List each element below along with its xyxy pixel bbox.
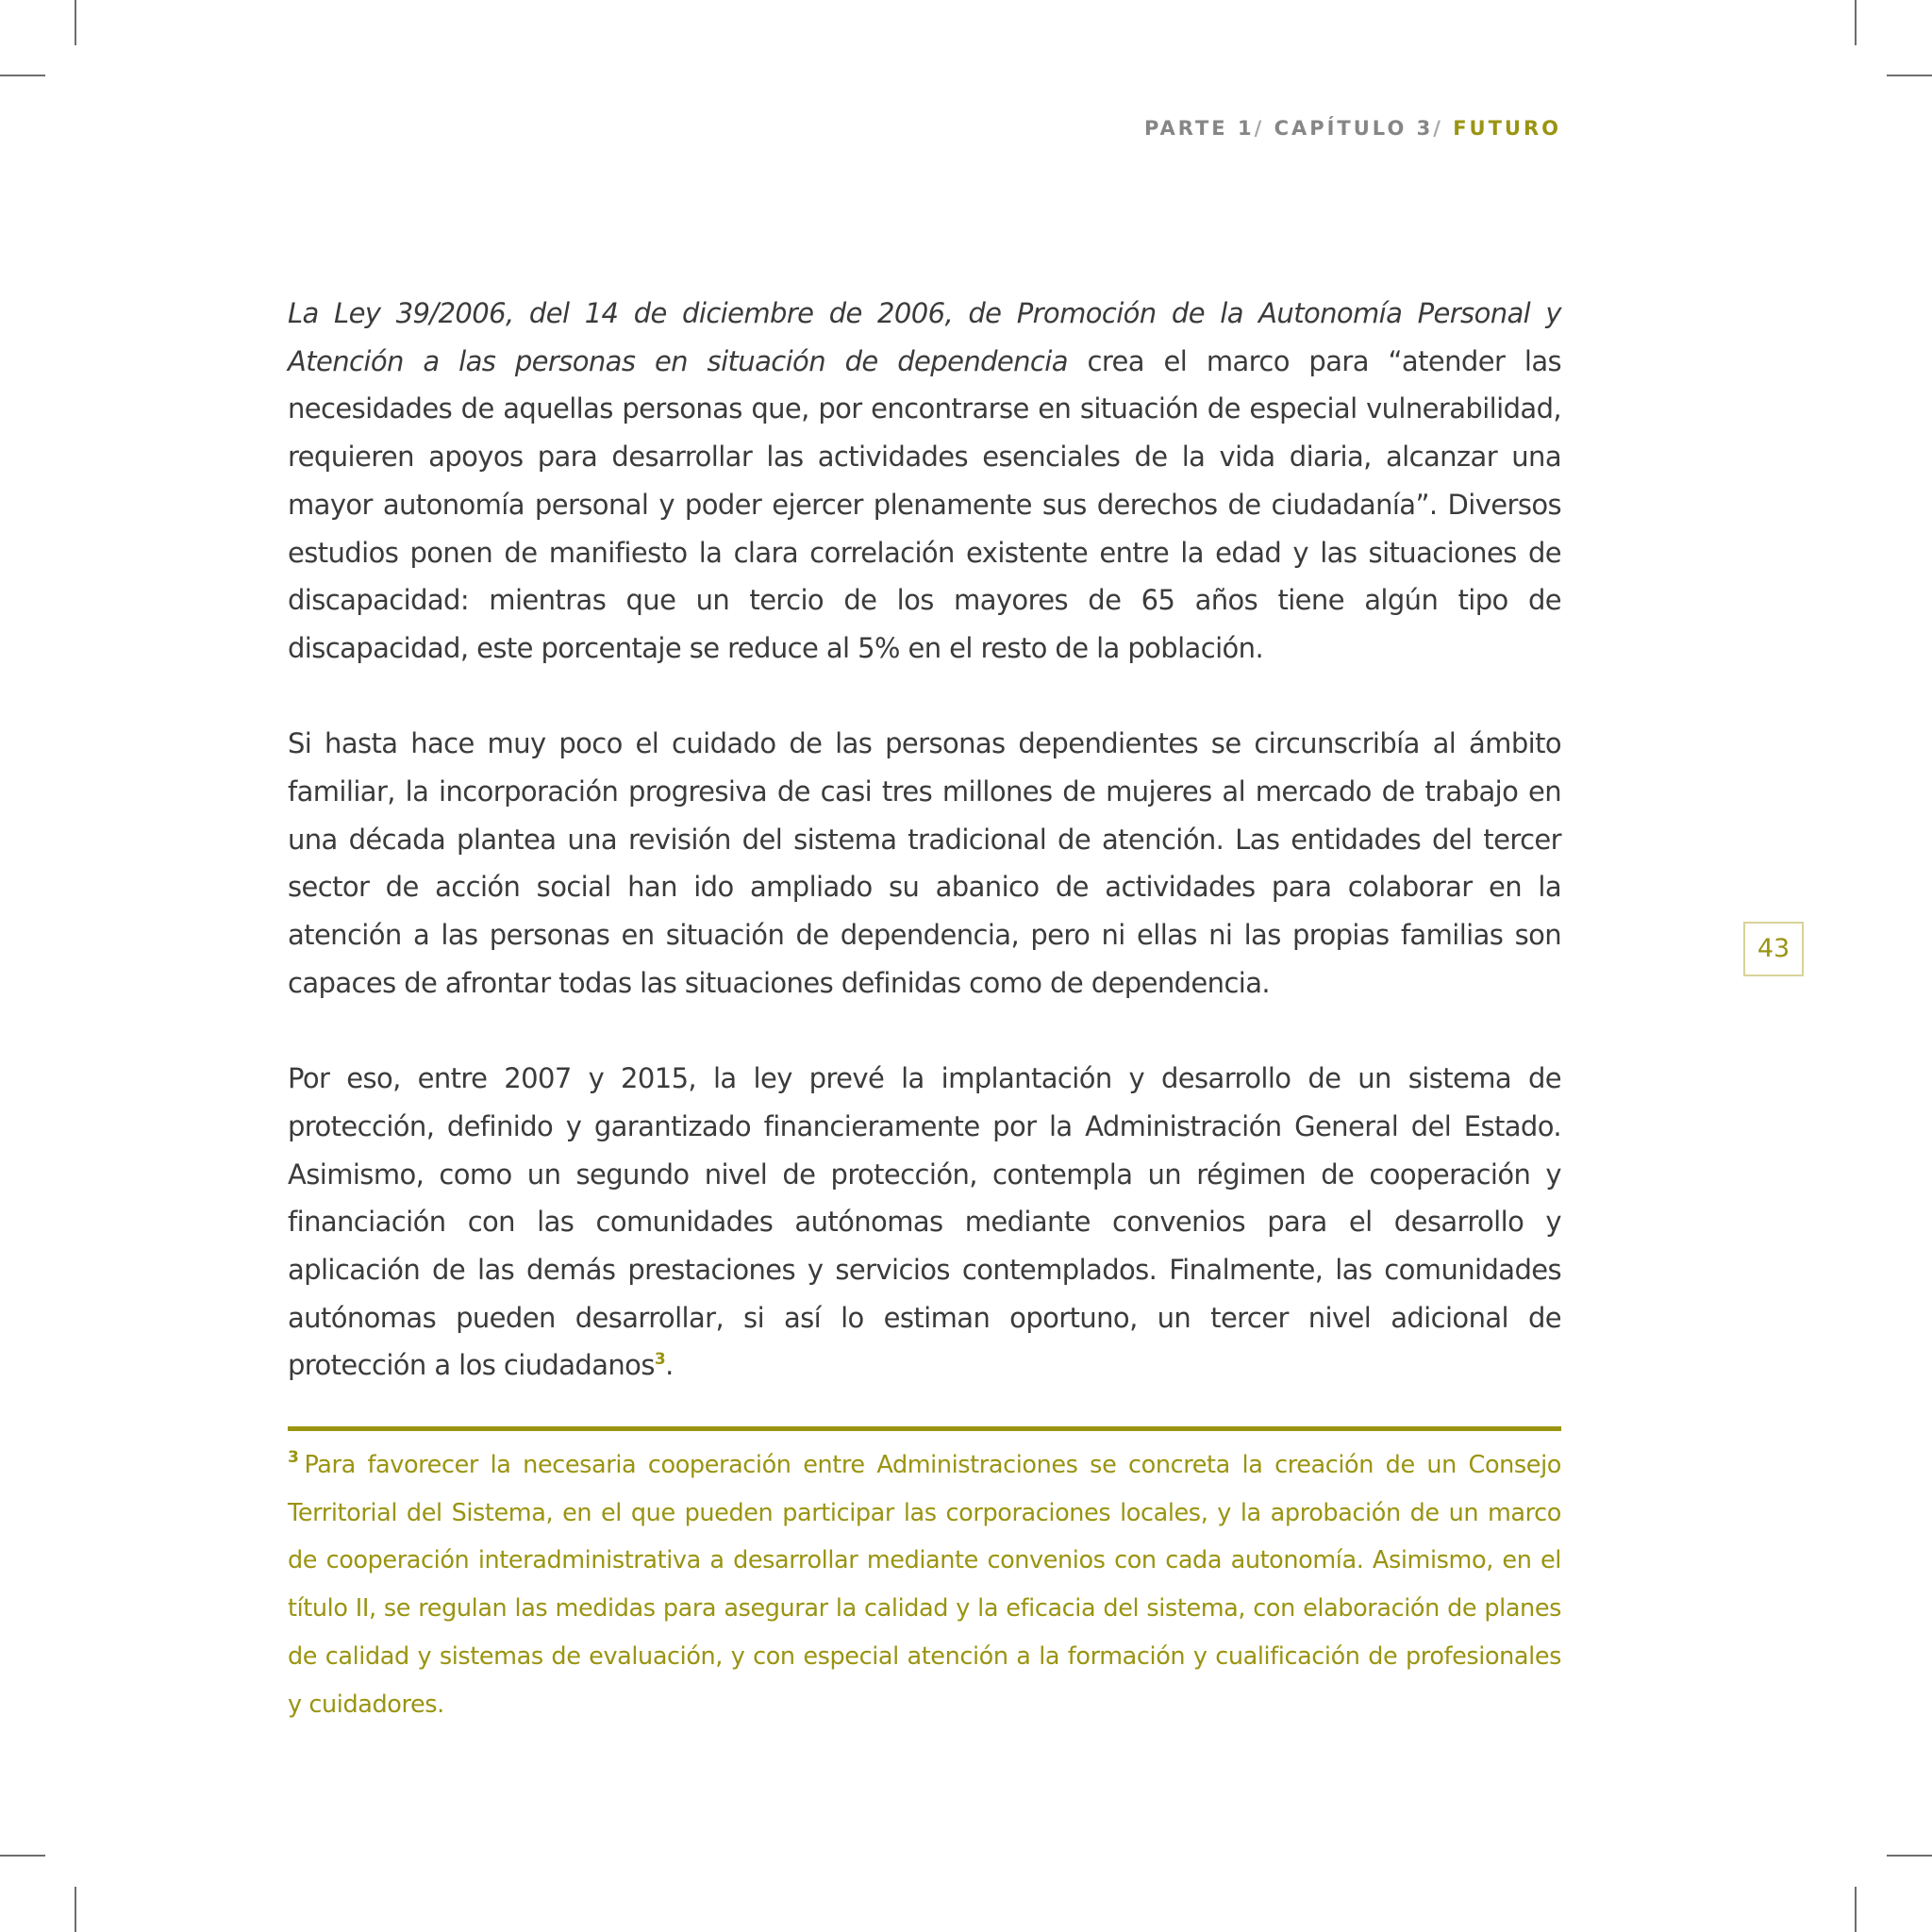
- crop-mark: [1855, 1887, 1857, 1932]
- footnote-rule: [288, 1426, 1561, 1431]
- crop-mark: [1887, 75, 1932, 76]
- crop-mark: [1855, 0, 1857, 45]
- running-header: [1144, 117, 1561, 140]
- paragraph: [288, 1055, 1561, 1390]
- paragraph-text: Por eso, entre 2007 y 2015, la ley prevé la implantación y desarrollo de un sistema de protección, definido y garantizado financieramente por la Administración General del Estado. Asimismo, como un segundo nivel de protección, contempla un régimen de cooperación y financiación con las comunidades autónomas mediante convenios para el desarrollo y aplicación de las demás prestaciones y servicios contemplados. Finalmente, las comunidades autónomas pueden desarrollar, si así lo estiman oportuno, un tercer nivel adicional de protección a los ciudadanos: [288, 1062, 1561, 1382]
- header-chapter: CAPÍTULO 3: [1274, 117, 1434, 140]
- footnote-reference[interactable]: 3: [654, 1350, 666, 1370]
- footnote: [288, 1441, 1561, 1728]
- body-text: [288, 290, 1561, 1438]
- header-section: FUTURO: [1453, 117, 1561, 140]
- header-part: PARTE 1: [1144, 117, 1255, 140]
- crop-mark: [1887, 1855, 1932, 1857]
- crop-mark: [75, 1887, 76, 1932]
- header-separator: /: [1254, 117, 1274, 140]
- crop-mark: [0, 1855, 45, 1857]
- footnote-marker: 3: [288, 1448, 299, 1467]
- paragraph: [288, 290, 1561, 673]
- header-separator: /: [1433, 117, 1454, 140]
- paragraph-text: Si hasta hace muy poco el cuidado de las personas dependientes se circunscribía al ámbito familiar, la incorporación progresiva de casi tres millones de mujeres al mercado de trabajo en una década plantea una revisión del sistema tradicional de atención. Las entidades del tercer sector de acción social han ido ampliado su abanico de actividades para colaborar en la atención a las personas en situación de dependencia, pero ni ellas ni las propias familias son capaces de afrontar todas las situaciones definidas como de dependencia.: [288, 727, 1561, 999]
- law-title-italic: La Ley 39/2006, del 14 de diciembre de 2006, de Promoción de la Autonomía Personal y Atención a las personas en situación de dependencia: [288, 297, 1561, 377]
- page-number: 43: [1743, 922, 1804, 976]
- paragraph: [288, 720, 1561, 1007]
- paragraph-end: .: [665, 1349, 674, 1382]
- crop-mark: [75, 0, 76, 45]
- paragraph-text: crea el marco para “atender las necesidades de aquellas personas que, por encontrarse en situación de especial vulnerabilidad, requieren apoyos para desarrollar las actividades esenciales de la vida diaria, alcanzar una mayor autonomía personal y poder ejercer plenamente sus derechos de ciudadanía”. Diversos estudios ponen de manifiesto la clara correlación existente entre la edad y las situaciones de discapacidad: mientras que un tercio de los mayores de 65 años tiene algún tipo de discapacidad, este porcentaje se reduce al 5% en el resto de la población.: [288, 344, 1561, 664]
- footnote-text: Para favorecer la necesaria cooperación entre Administraciones se concreta la creación de un Consejo Territorial del Sistema, en el que pueden participar las corporaciones locales, y la aprobación de un marco de cooperación interadministrativa a desarrollar mediante convenios con cada autonomía. Asimismo, en el título II, se regulan las medidas para asegurar la calidad y la eficacia del sistema, con elaboración de planes de calidad y sistemas de evaluación, y con especial atención a la formación y cualificación de profesionales y cuidadores.: [288, 1451, 1561, 1719]
- crop-mark: [0, 75, 45, 76]
